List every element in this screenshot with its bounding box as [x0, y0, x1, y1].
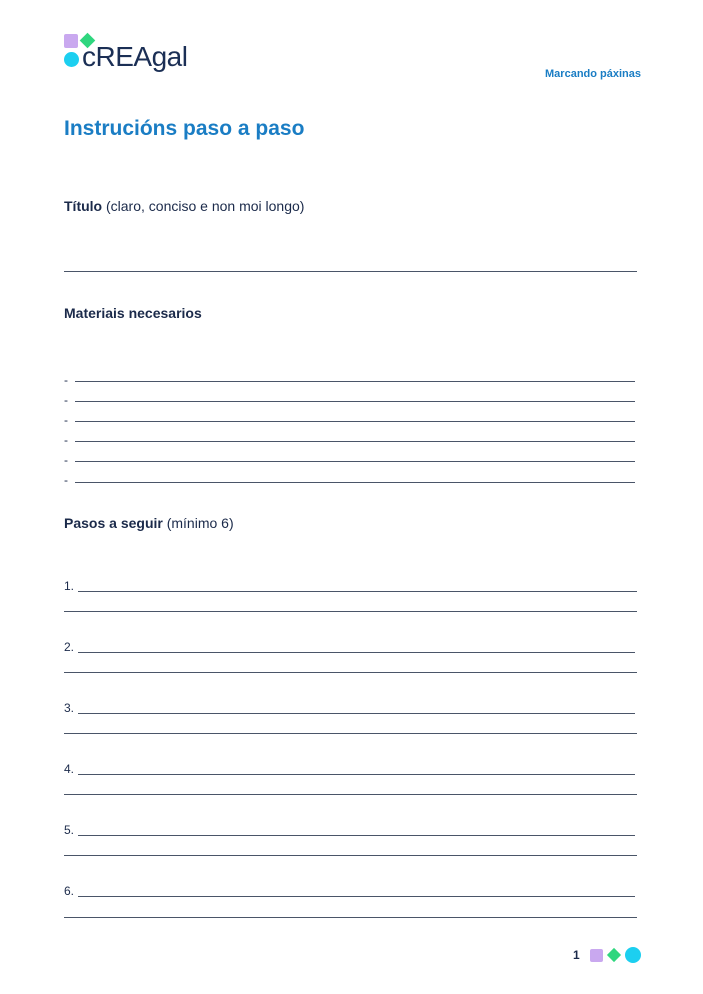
material-line[interactable] — [75, 381, 635, 382]
logo-text: cREAgal — [82, 41, 188, 72]
list-bullet: - — [64, 453, 68, 467]
step-line[interactable] — [64, 611, 637, 612]
list-bullet: - — [64, 373, 68, 387]
purple-square-icon — [64, 34, 78, 48]
section-title-label — [64, 198, 304, 214]
section-hint: (claro, conciso e non moi longo) — [106, 198, 305, 214]
step-line[interactable] — [78, 652, 635, 653]
section-label-bold: Título — [64, 198, 103, 214]
list-bullet: - — [64, 413, 68, 427]
header-link[interactable]: Marcando páxinas — [545, 68, 641, 80]
material-line[interactable] — [75, 401, 635, 402]
blue-circle-icon — [625, 947, 641, 963]
step-line[interactable] — [78, 896, 635, 897]
step-number: 2. — [64, 640, 75, 654]
step-line[interactable] — [78, 774, 635, 775]
step-line[interactable] — [64, 733, 637, 734]
step-line[interactable] — [78, 591, 637, 592]
step-line[interactable] — [78, 713, 635, 714]
material-line[interactable] — [75, 421, 635, 422]
step-number: 3. — [64, 701, 75, 715]
step-number: 6. — [64, 884, 75, 898]
list-bullet: - — [64, 473, 68, 487]
section-label-bold: Pasos a seguir — [64, 515, 163, 531]
step-number: 1. — [64, 579, 75, 593]
material-line[interactable] — [75, 482, 635, 483]
step-line[interactable] — [64, 855, 637, 856]
section-label-bold: Materiais necesarios — [64, 305, 202, 321]
step-number: 4. — [64, 762, 75, 776]
section-materials-label — [64, 305, 202, 321]
step-line[interactable] — [64, 672, 637, 673]
title-answer-line[interactable] — [64, 271, 637, 272]
page-title: Instrucións paso a paso — [64, 117, 305, 140]
list-bullet: - — [64, 433, 68, 447]
step-number: 5. — [64, 823, 75, 837]
green-diamond-icon — [607, 948, 621, 962]
section-hint: (mínimo 6) — [166, 515, 234, 531]
step-line[interactable] — [64, 917, 637, 918]
section-steps-label — [64, 515, 234, 531]
material-line[interactable] — [75, 441, 635, 442]
blue-circle-icon — [64, 52, 79, 67]
page-number: 1 — [573, 948, 580, 962]
step-line[interactable] — [78, 835, 635, 836]
list-bullet: - — [64, 393, 68, 407]
material-line[interactable] — [75, 461, 635, 462]
purple-square-icon — [590, 949, 603, 962]
step-line[interactable] — [64, 794, 637, 795]
